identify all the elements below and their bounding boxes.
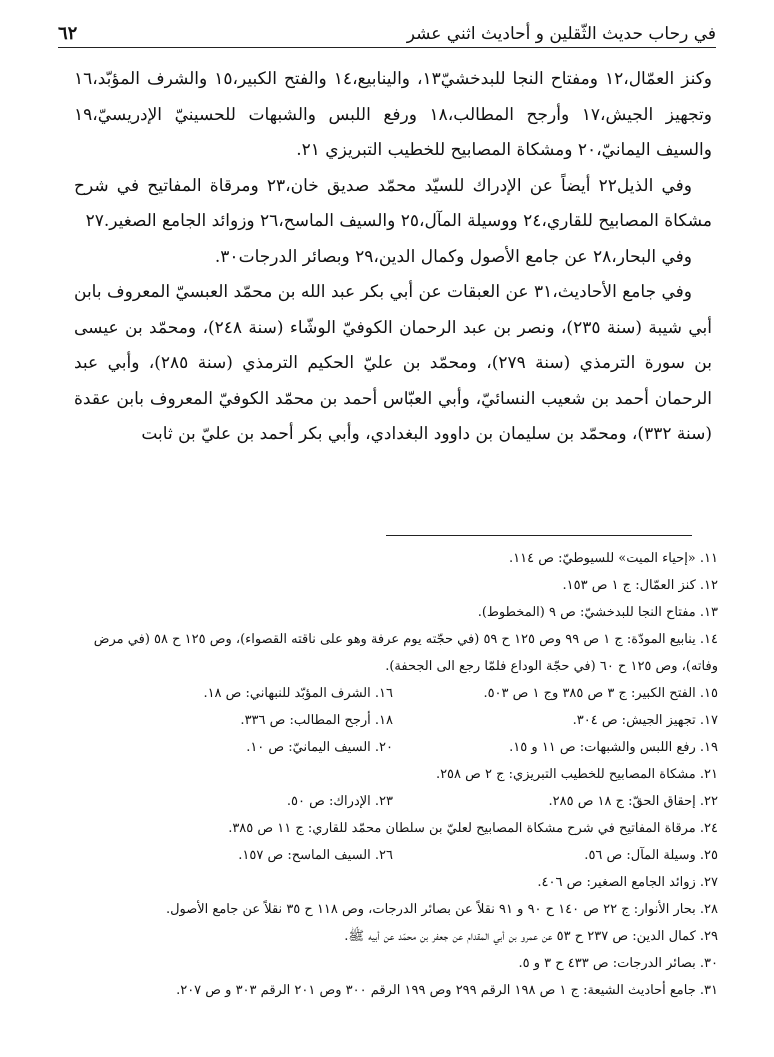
paragraph: وفي الذيل٢٢ أيضاً عن الإدراك للسيّد محمّد صديق خان،٢٣ ومرقاة المفاتيح في شرح مشكاة المصابيح للقاري،٢٤ ووسيلة المآل،٢٥ والسيف الماسح،٢٦ وزوائد الجامع الصغير.٢٧ bbox=[74, 175, 712, 231]
footnote-17: ١٧. تجهيز الجيش: ص ٣٠٤. bbox=[572, 713, 718, 728]
footnote-26: ٢٦. السيف الماسح: ص ١٥٧. bbox=[238, 848, 393, 863]
footnote-25: ٢٥. وسيلة المآل: ص ٥٦. bbox=[584, 848, 718, 863]
page-number: ٦٢ bbox=[58, 23, 78, 44]
footnote-15: ١٥. الفتح الكبير: ج ٣ ص ٣٨٥ وج ١ ص ٥٠٣. bbox=[483, 686, 718, 701]
footnote-29: ٢٩. كمال الدين: ص ٢٣٧ ح ٥٣ عن عمرو بن أبي المقدام عن جعفر بن محمّد عن أبيه ﷺ. bbox=[344, 929, 718, 944]
footnote-11: ١١. «إحياء الميت» للسيوطيّ: ص ١١٤. bbox=[509, 551, 718, 566]
main-text bbox=[74, 62, 712, 453]
footnote-13: ١٣. مفتاح النجا للبدخشيّ: ص ٩ (المخطوط). bbox=[477, 605, 718, 620]
footnote-30: ٣٠. بصائر الدرجات: ص ٤٣٣ ح ٣ و ٥. bbox=[518, 956, 718, 971]
footnote-18: ١٨. أرجح المطالب: ص ٣٣٦. bbox=[240, 713, 393, 728]
footnote-23: ٢٣. الإدراك: ص ٥٠. bbox=[286, 794, 393, 809]
footnote-27: ٢٧. زوائد الجامع الصغير: ص ٤٠٦. bbox=[537, 875, 718, 890]
running-title: في رحاب حديث الثّقلين و أحاديث اثني عشر bbox=[406, 24, 716, 44]
footnote-12: ١٢. كنز العمّال: ج ١ ص ١٥٣. bbox=[562, 578, 718, 593]
footnote-row bbox=[68, 788, 718, 815]
footnote-22: ٢٢. إحقاق الحقّ: ج ١٨ ص ٢٨٥. bbox=[548, 794, 718, 809]
footnote-14: ١٤. ينابيع المودّة: ج ١ ص ٩٩ وص ١٢٥ ح ٥٩ (في حجّته يوم عرفة وهو على ناقته القصواء)، وص ١٢٥ ح ٥٨ (في مرض وفاته)، وص ١٢٥ ح ٦٠ (في حجّة الوداع فلمّا رجع الى الجحفة). bbox=[93, 632, 718, 674]
paragraph: وفي جامع الأحاديث،٣١ عن العبقات عن أبي بكر عبد الله بن محمّد العبسيّ المعروف بابن أبي شيبة (سنة ٢٣٥)، ونصر بن عبد الرحمان الكوفيّ الوشّاء (سنة ٢٤٨)، ومحمّد بن عيسى بن سورة الترمذي (سنة ٢٧٩)، ومحمّد بن عليّ الحكيم الترمذي (سنة ٢٨٥)، وأبي عبد الرحمان أحمد بن شعيب النسائيّ، وأبي العبّاس أحمد بن محمّد الكوفيّ المعروف بابن عقدة (سنة ٣٣٢)، ومحمّد بن سليمان بن داوود البغدادي، وأبي بكر أحمد بن عليّ بن ثابت bbox=[74, 282, 712, 444]
footnote-separator bbox=[386, 535, 692, 536]
paragraph: وفي البحار،٢٨ عن جامع الأصول وكمال الدين،٢٩ وبصائر الدرجات٣٠. bbox=[214, 246, 692, 267]
footnote-row bbox=[68, 707, 718, 734]
footnote-19: ١٩. رفع اللبس والشبهات: ص ١١ و ١٥. bbox=[509, 740, 718, 755]
footnote-16: ١٦. الشرف المؤبّد للنبهاني: ص ١٨. bbox=[203, 686, 393, 701]
footnote-row bbox=[68, 680, 718, 707]
footnote-21: ٢١. مشكاة المصابيح للخطيب التبريزي: ج ٢ ص ٢٥٨. bbox=[435, 767, 718, 782]
footnote-20: ٢٠. السيف اليمانيّ: ص ١٠. bbox=[246, 740, 393, 755]
footnote-row bbox=[68, 734, 718, 761]
page-header bbox=[58, 14, 716, 48]
footnote-31: ٣١. جامع أحاديث الشيعة: ج ١ ص ١٩٨ الرقم ٢٩٩ وص ١٩٩ الرقم ٣٠٠ وص ٢٠١ الرقم ٣٠٣ و ص ٢٠٧. bbox=[176, 983, 718, 998]
footnote-28: ٢٨. بحار الأنوار: ج ٢٢ ص ١٤٠ ح ٩٠ و ٩١ نقلاً عن بصائر الدرجات، وص ١١٨ ح ٣٥ نقلاً عن جامع الأصول. bbox=[165, 902, 718, 917]
footnote-row bbox=[68, 842, 718, 869]
footnotes bbox=[68, 545, 718, 1004]
paragraph: وكنز العمّال،١٢ ومفتاح النجا للبدخشيّ١٣، والينابيع،١٤ والفتح الكبير،١٥ والشرف المؤبّد،١٦ وتجهيز الجيش،١٧ وأرجح المطالب،١٨ ورفع اللبس والشبهات للحسينيّ الإدريسيّ،١٩ والسيف اليمانيّ،٢٠ ومشكاة المصابيح للخطيب التبريزي ٢١. bbox=[74, 69, 713, 160]
footnote-24: ٢٤. مرقاة المفاتيح في شرح مشكاة المصابيح لعليّ بن سلطان محمّد للقاري: ج ١١ ص ٣٨٥. bbox=[228, 821, 718, 836]
